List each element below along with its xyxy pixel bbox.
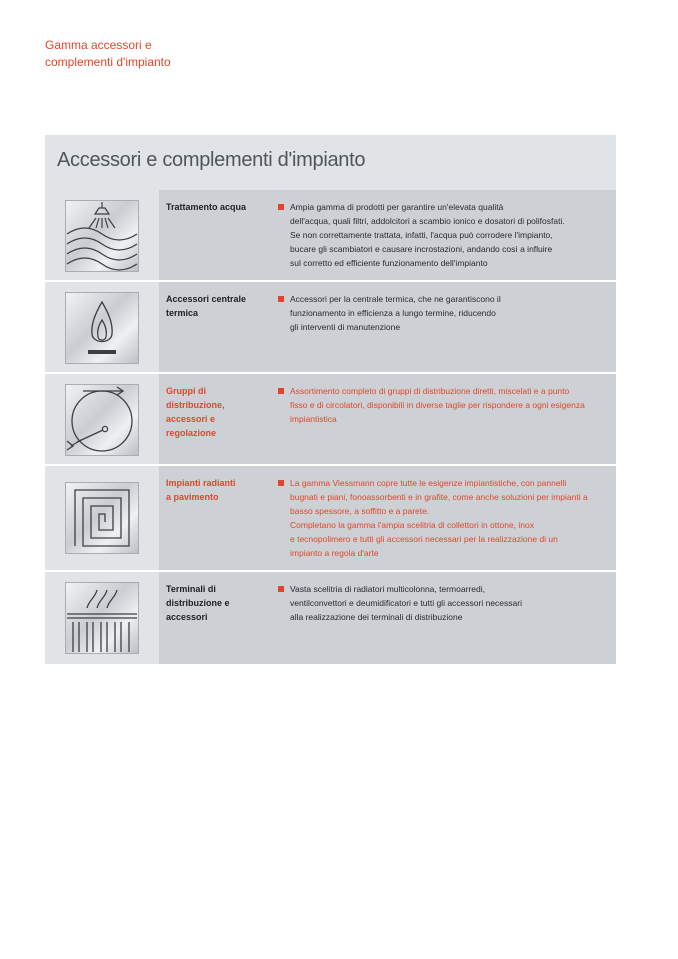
row-title: Trattamento acqua xyxy=(166,202,247,212)
row-description: La gamma Viessmann copre tutte le esigenze impiantistiche, con pannelli bugnati e piani, fonoassorbenti e in grafite, come anche soluzioni per impianti a basso spessore, a soffitto e a parete. Completano la gamma l'ampia scelitria di collettori in ottone, inox e tecnopolimero e tutti gli accessori necessari per la realizzazione di un impianto a regola d'arte xyxy=(290,478,588,558)
table-row xyxy=(45,282,616,372)
page-header-line-2: complementi d'impianto xyxy=(45,55,171,69)
radiator-icon xyxy=(65,582,139,654)
page-header-line-1: Gamma accessori e xyxy=(45,38,152,52)
table-row xyxy=(45,190,616,280)
row-title: Accessori centrale termica xyxy=(166,294,247,318)
bullet-icon xyxy=(278,586,284,592)
bullet-icon xyxy=(278,296,284,302)
pump-icon xyxy=(65,384,139,456)
floor-heating-icon xyxy=(65,482,139,554)
table-row xyxy=(45,572,616,664)
accessories-panel xyxy=(45,135,616,664)
row-title: Impianti radianti a pavimento xyxy=(166,478,236,502)
row-description: Assortimento completo di gruppi di distribuzione diretti, miscelati e a punto fisso e di circolatori, disponibili in diverse taglie per rispondere a ogni esigenza impiantistica xyxy=(290,386,585,424)
table-row xyxy=(45,466,616,570)
panel-title: Accessori e complementi d'impianto xyxy=(57,149,366,171)
table-row xyxy=(45,374,616,464)
row-title: Gruppi di distribuzione, accessori e regolazione xyxy=(166,386,225,438)
flame-icon xyxy=(65,292,139,364)
row-description: Accessori per la centrale termica, che ne garantiscono il funzionamento in efficienza a lungo termine, riducendo gli interventi di manutenzione xyxy=(290,294,501,332)
water-treatment-icon xyxy=(65,200,139,272)
row-description: Vasta scelitria di radiatori multicolonna, termoarredi, ventilconvettori e deumidificatori e tutti gli accessori necessari alla realizzazione dei terminali di distribuzione xyxy=(290,584,522,622)
page-header xyxy=(45,37,171,71)
bullet-icon xyxy=(278,480,284,486)
bullet-icon xyxy=(278,204,284,210)
row-title: Terminali di distribuzione e accessori xyxy=(166,584,230,622)
row-description: Ampia gamma di prodotti per garantire un'elevata qualità dell'acqua, quali filtri, addolcitori a scambio ionico e dosatori di polifosfati. Se non correttamente trattata, infatti, l'acqua può corrodere l'impianto, bucare gli scambiatori e causare incrostazioni, andando così a influire sul corretto ed efficiente funzionamento dell'impianto xyxy=(290,202,565,268)
bullet-icon xyxy=(278,388,284,394)
